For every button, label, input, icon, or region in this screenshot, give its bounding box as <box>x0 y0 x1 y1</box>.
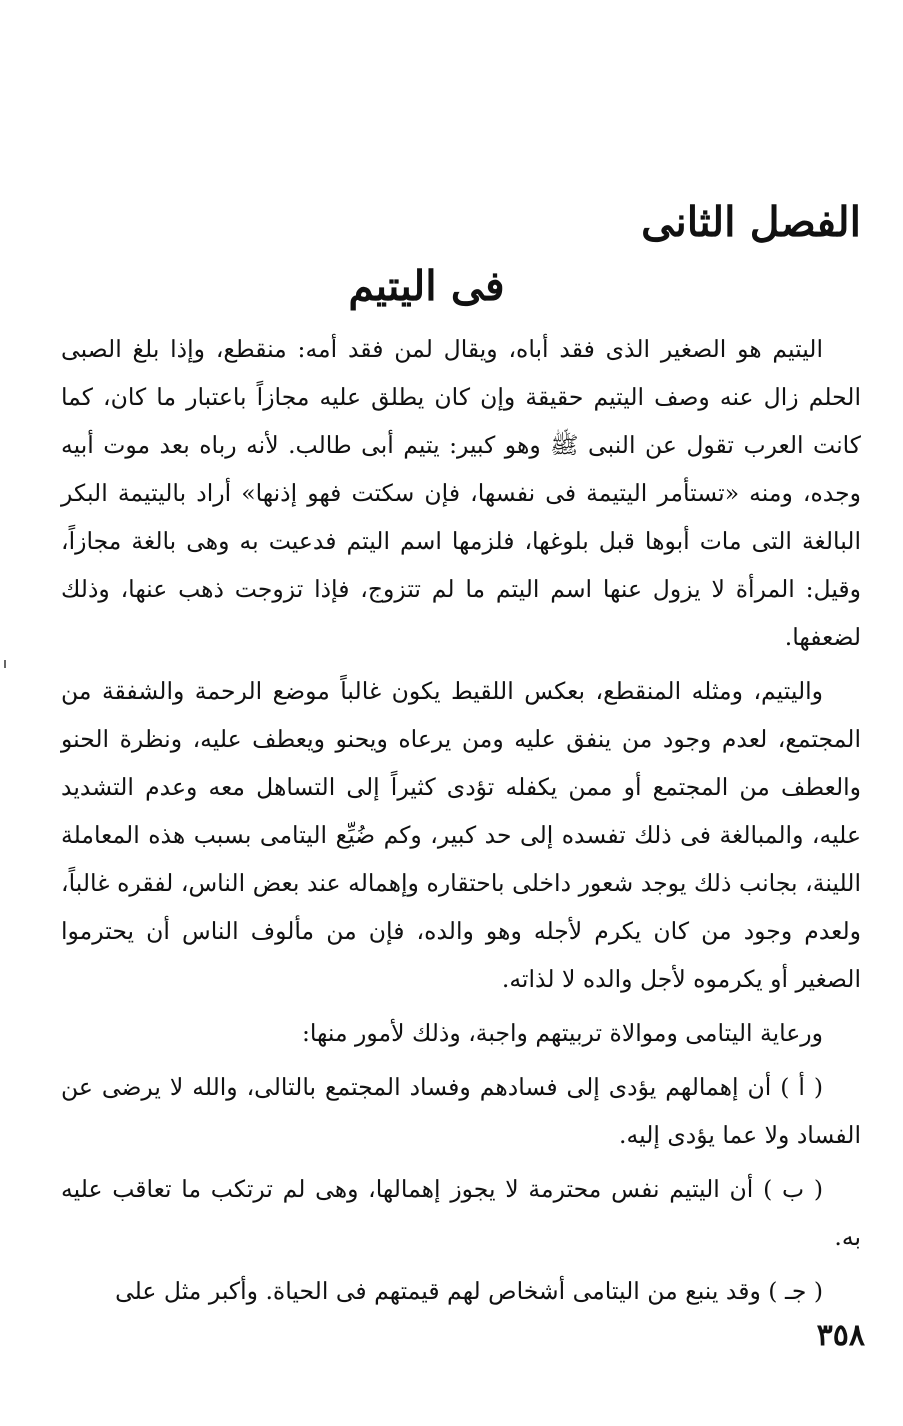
chapter-heading: الفصل الثانى <box>641 198 861 246</box>
paragraph-definition: اليتيم هو الصغير الذى فقد أباه، ويقال لمن فقد أمه: منقطع، وإذا بلغ الصبى الحلم زال عنه وصف اليتيم حقيقة وإن كان يطلق عليه مجازاً باعتبار ما كان، كما كانت العرب تقول عن النبى ﷺ وهو كبير: يتيم أبى طالب. لأنه رباه بعد موت أبيه وجده، ومنه «تستأمر اليتيمة فى نفسها، فإن سكتت فهو إذنها» أراد باليتيمة البكر البالغة التى مات أبوها قبل بلوغها، فلزمها اسم اليتم فدعيت به وهى بالغة مجازاً، وقيل: المرأة لا يزول عنها اسم اليتم ما لم تتزوج، فإذا تزوجت ذهب عنها، وذلك لضعفها. <box>61 335 861 651</box>
paragraph-society: واليتيم، ومثله المنقطع، بعكس اللقيط يكون غالباً موضع الرحمة والشفقة من المجتمع، لعدم وجود من ينفق عليه ومن يرعاه ويحنو ويعطف عليه، ونظرة الحنو والعطف من المجتمع أو ممن يكفله تؤدى كثيراً إلى التساهل معه وعدم التشديد عليه، والمبالغة فى ذلك تفسده إلى حد كبير، وكم ضُيِّع اليتامى بسبب هذه المعاملة اللينة، بجانب ذلك يوجد شعور داخلى باحتقاره وإهماله عند بعض الناس، لفقره غالباً، ولعدم وجود من كان يكرم لأجله وهو والده، فإن من مألوف الناس أن يحترموا الصغير أو يكرموه لأجل والده لا لذاته. <box>61 677 861 993</box>
section-title: فى اليتيم <box>348 262 505 310</box>
page-number: ٣٥٨ <box>816 1318 865 1353</box>
paragraph-care-intro: ورعاية اليتامى وموالاة تربيتهم واجبة، وذلك لأمور منها: <box>301 1019 823 1047</box>
body-text <box>61 325 861 1321</box>
list-item-b: ( ب ) أن اليتيم نفس محترمة لا يجوز إهمالها، وهى لم ترتكب ما تعاقب عليه به. <box>61 1175 861 1251</box>
list-item-a: ( أ ) أن إهمالهم يؤدى إلى فسادهم وفساد المجتمع بالتالى، والله لا يرضى عن الفساد ولا عما يؤدى إليه. <box>61 1073 861 1149</box>
margin-mark <box>4 660 6 668</box>
list-item-c: ( جـ ) وقد ينبع من اليتامى أشخاص لهم قيمتهم فى الحياة. وأكبر مثل على <box>115 1277 823 1305</box>
